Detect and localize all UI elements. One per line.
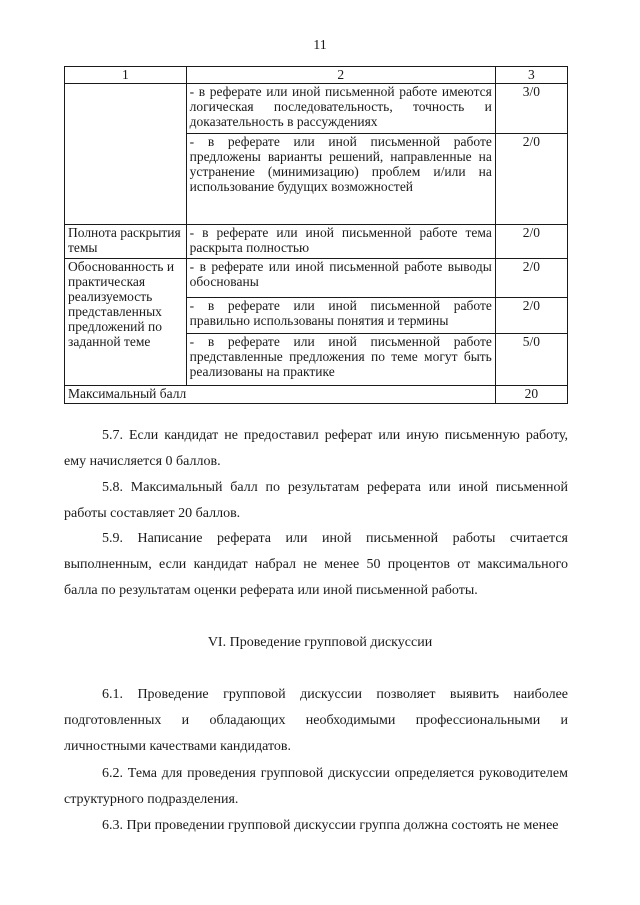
paragraph-6-2: 6.2. Тема для проведения групповой дискуссии определяется руководителем структурного подразделения.: [64, 766, 568, 807]
description-cell: - в реферате или иной письменной работе предложены варианты решений, направленные на устранение (минимизацию) проблем и/или на использование будущих возможностей: [186, 134, 495, 225]
header-cell-1: 1: [65, 67, 187, 84]
table-row: [65, 84, 568, 134]
table-row: [65, 225, 568, 259]
header-cell-2: 2: [186, 67, 495, 84]
description-cell: - в реферате или иной письменной работе тема раскрыта полностью: [186, 225, 495, 259]
paragraph-5-7: 5.7. Если кандидат не предоставил реферат или иную письменную работу, ему начисляется 0 баллов.: [64, 428, 568, 469]
total-label: Максимальный балл: [65, 386, 496, 404]
table-row: [65, 259, 568, 298]
paragraph-5-9: 5.9. Написание реферата или иной письменной работы считается выполненным, если кандидат набрал не менее 50 процентов от максимального балла по результатам оценки реферата или иной письменной работы.: [64, 531, 568, 598]
criterion-cell-empty: [65, 84, 187, 225]
table-header-row: [65, 67, 568, 84]
criterion-cell: Полнота раскрытия темы: [65, 225, 187, 259]
score-cell: 5/0: [495, 334, 567, 386]
description-cell: - в реферате или иной письменной работе правильно использованы понятия и термины: [186, 298, 495, 334]
section-title: VI. Проведение групповой дискуссии: [207, 635, 433, 650]
score-cell: 2/0: [495, 225, 567, 259]
score-cell: 3/0: [495, 84, 567, 134]
paragraph-6-1: 6.1. Проведение групповой дискуссии позволяет выявить наиболее подготовленных и обладающих необходимыми профессиональными и личностными качествами кандидатов.: [64, 687, 568, 754]
description-cell: - в реферате или иной письменной работе выводы обоснованы: [186, 259, 495, 298]
description-cell: - в реферате или иной письменной работе представленные предложения по теме могут быть реализованы на практике: [186, 334, 495, 386]
criteria-table: [64, 66, 568, 404]
page-number: 11: [313, 38, 327, 53]
criterion-cell: Обоснованность и практическая реализуемость представленных предложений по заданной теме: [65, 259, 187, 386]
score-cell: 2/0: [495, 134, 567, 225]
score-cell: 2/0: [495, 259, 567, 298]
score-cell: 2/0: [495, 298, 567, 334]
paragraph-5-8: 5.8. Максимальный балл по результатам реферата или иной письменной работы составляет 20 баллов.: [64, 480, 568, 521]
header-cell-3: 3: [495, 67, 567, 84]
total-value: 20: [495, 386, 567, 404]
table-total-row: [65, 386, 568, 404]
description-cell: - в реферате или иной письменной работе имеются логическая последовательность, точность и доказательность в рассуждениях: [186, 84, 495, 134]
paragraph-6-3: 6.3. При проведении групповой дискуссии группа должна состоять не менее: [102, 818, 559, 833]
